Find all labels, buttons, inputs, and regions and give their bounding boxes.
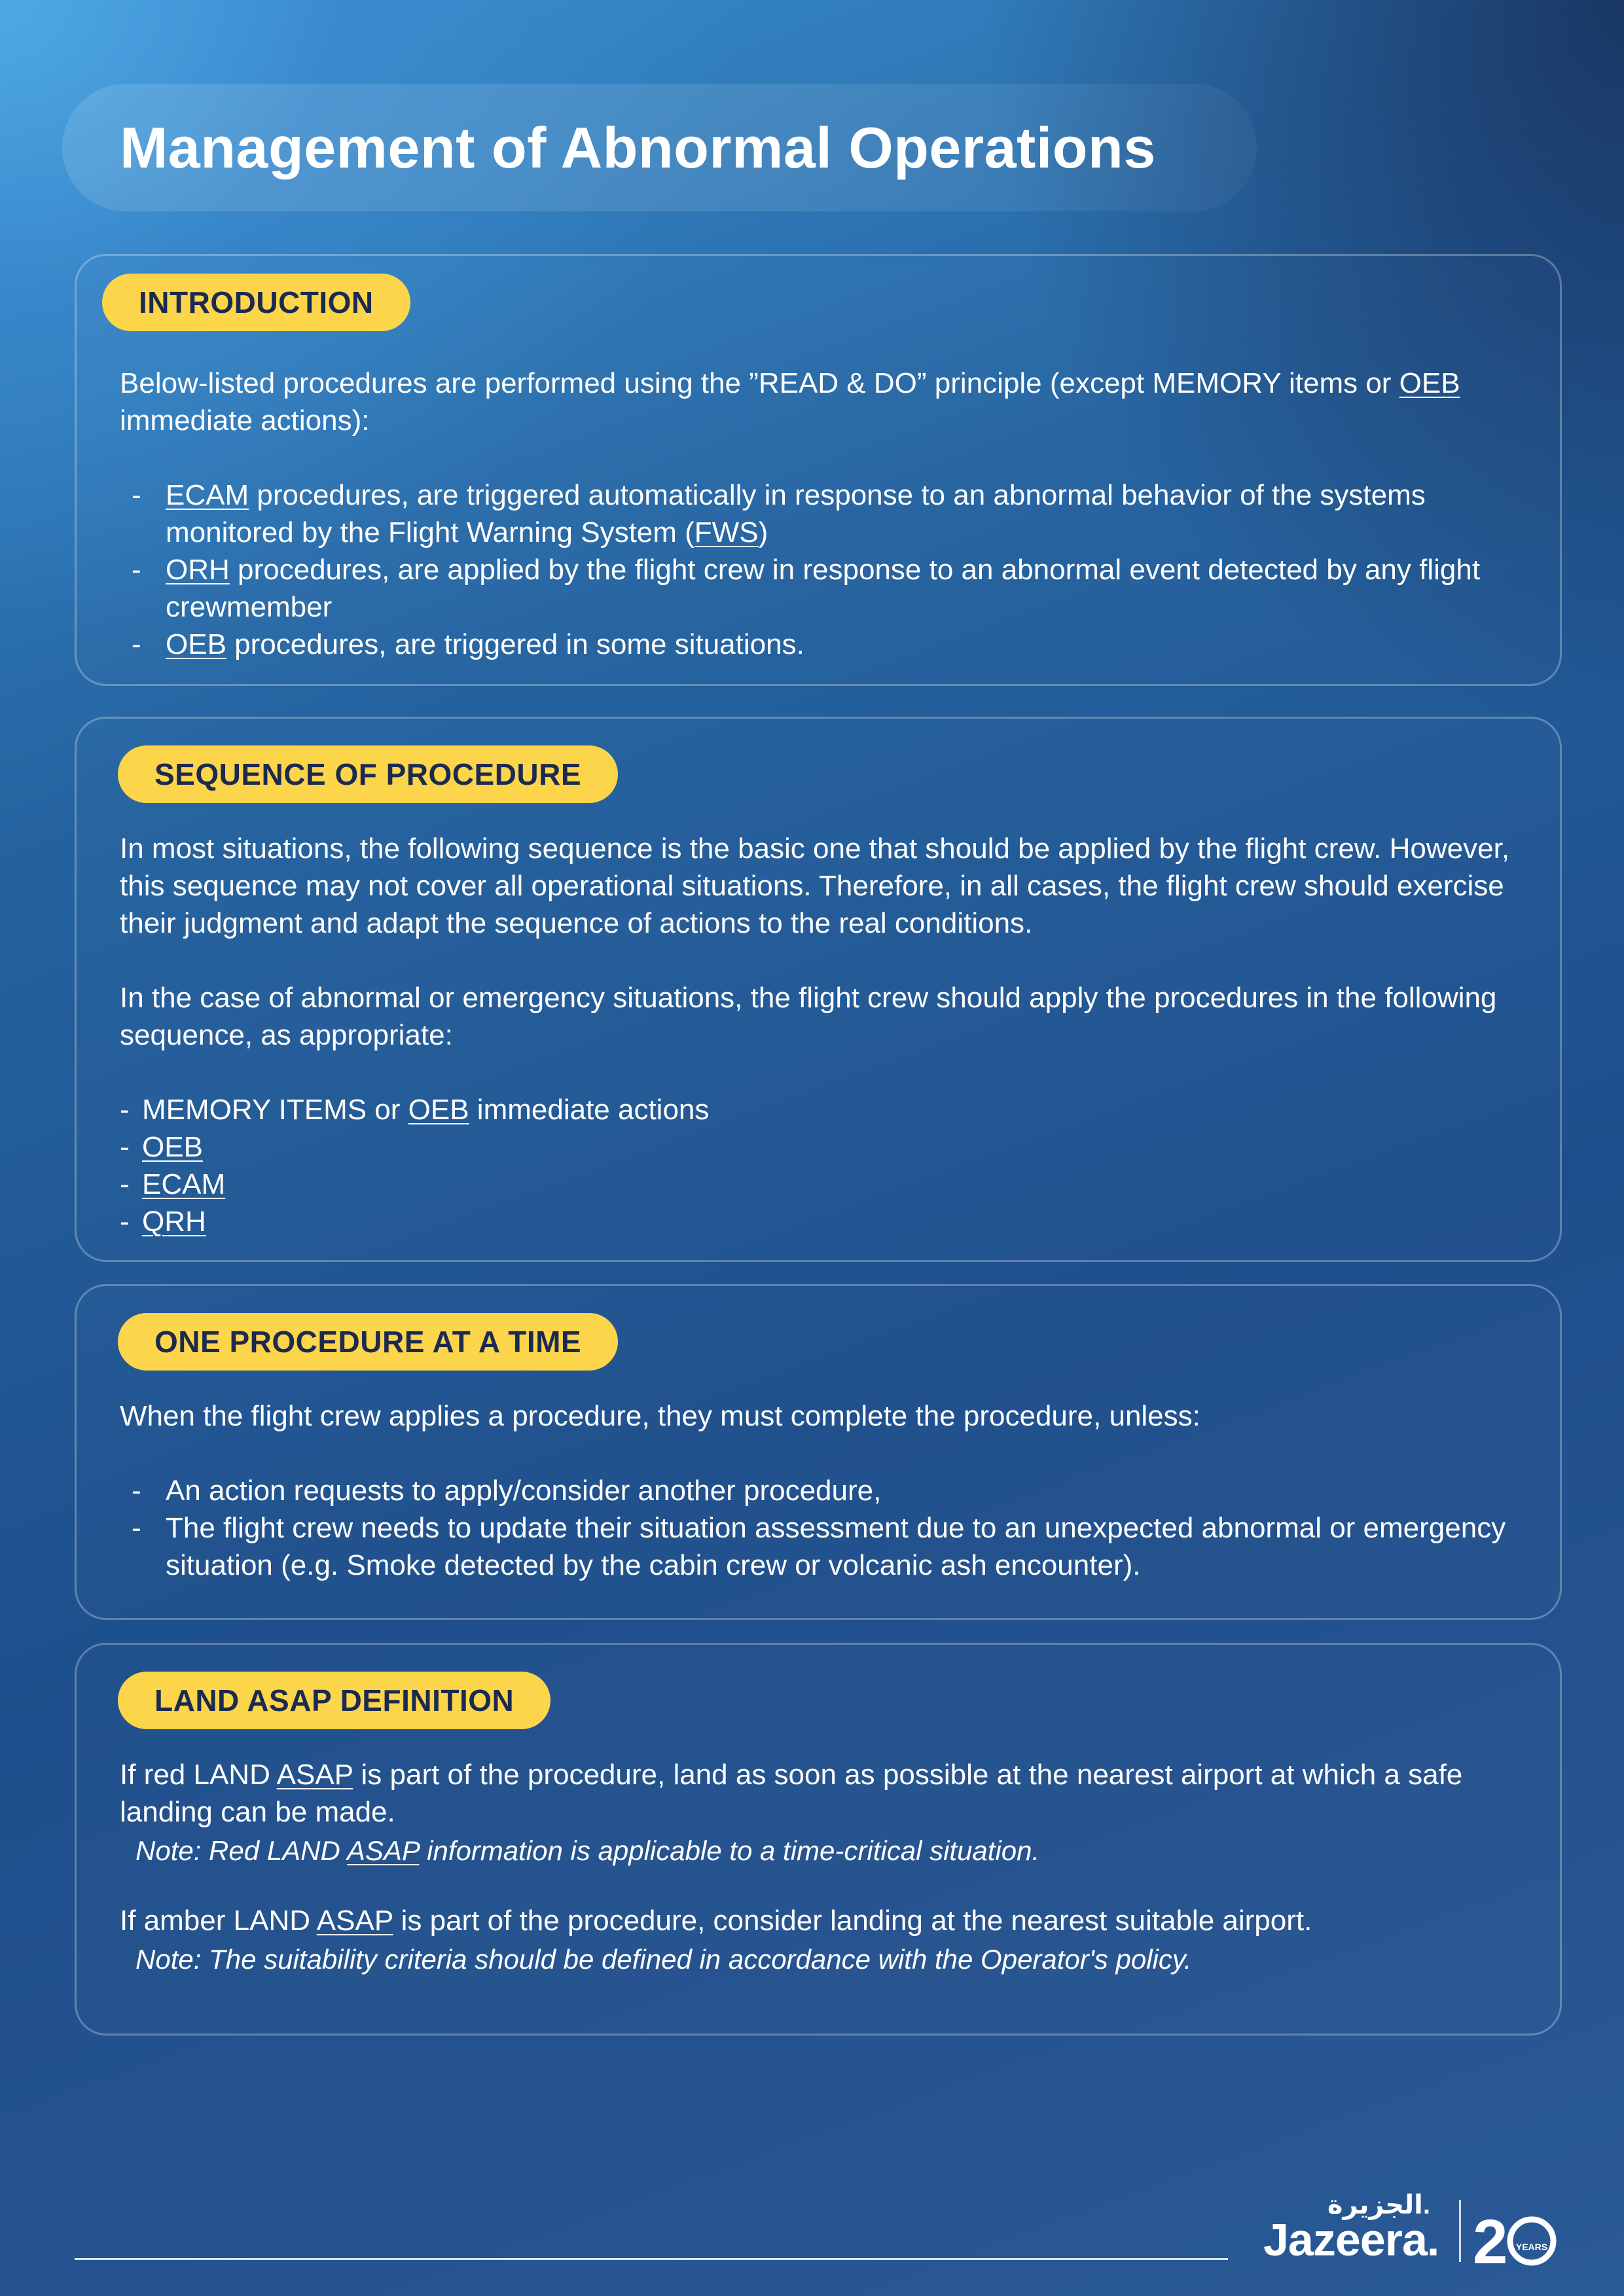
- ecam-abbr[interactable]: ECAM: [166, 479, 249, 511]
- anniversary-mark: [1473, 2200, 1558, 2277]
- list-item: - ECAM procedures, are triggered automatically in response to an abnormal behavior of the systems monitored by the Flight Warning System (FWS): [132, 479, 1426, 548]
- red-land-asap-note: Note: Red LAND ASAP information is applicable to a time-critical situation.: [135, 1835, 1040, 1866]
- asap-abbr[interactable]: ASAP: [346, 1835, 420, 1866]
- introduction-body: [120, 365, 1534, 663]
- introduction-paragraph: Below-listed procedures are performed using the ”READ & DO” principle (except MEMORY items or OEB immediate actions):: [120, 367, 1460, 437]
- jazeera-logo: [1263, 2191, 1564, 2277]
- list-item: - The flight crew needs to update their situation assessment due to an unexpected abnormal or emergency situation (e.g. Smoke detected by the cabin crew or volcanic ash encounter).: [132, 1512, 1506, 1581]
- brand-wordmark: [1263, 2191, 1450, 2266]
- asap-abbr[interactable]: ASAP: [276, 1759, 353, 1791]
- anniversary-ring-icon: [1473, 2207, 1558, 2277]
- logo-arabic: الجزيرة.: [1327, 2191, 1430, 2219]
- list-item: - QRH: [120, 1206, 206, 1238]
- one-procedure-body: [120, 1397, 1534, 1584]
- fws-abbr[interactable]: FWS: [694, 516, 759, 548]
- sequence-paragraph-2: In the case of abnormal or emergency situations, the flight crew should apply the procedures in the following sequence, as appropriate:: [120, 982, 1497, 1051]
- list-item: - ECAM: [120, 1168, 226, 1200]
- orh-abbr[interactable]: ORH: [166, 554, 230, 586]
- ecam-abbr[interactable]: ECAM: [142, 1168, 226, 1200]
- footer-divider: [75, 2258, 1228, 2260]
- sequence-paragraph-1: In most situations, the following sequence is the basic one that should be applied by the flight crew. However, this sequence may not cover all operational situations. Therefore, in all cases, the flight crew should exercise their judgment and adapt the sequence of actions to the real conditions.: [120, 833, 1510, 939]
- list-item: - An action requests to apply/consider another procedure,: [132, 1475, 882, 1507]
- oeb-abbr[interactable]: OEB: [408, 1094, 469, 1126]
- land-asap-card: [75, 1643, 1562, 2036]
- svg-text:2: 2: [1473, 2207, 1508, 2277]
- title-banner: [62, 84, 1257, 211]
- page-title: Management of Abnormal Operations: [120, 115, 1156, 180]
- amber-land-asap-paragraph: If amber LAND ASAP is part of the procedure, consider landing at the nearest suitable airport.: [120, 1905, 1312, 1937]
- sequence-body: [120, 830, 1534, 1240]
- introduction-card: [75, 254, 1562, 686]
- oeb-abbr[interactable]: OEB: [142, 1131, 203, 1163]
- list-item: - OEB: [120, 1131, 203, 1163]
- red-land-asap-paragraph: If red LAND ASAP is part of the procedure, land as soon as possible at the nearest airport at which a safe landing can be made.: [120, 1759, 1463, 1828]
- oeb-abbr[interactable]: OEB: [166, 628, 226, 660]
- land-asap-body: [120, 1756, 1534, 1978]
- qrh-abbr[interactable]: QRH: [142, 1206, 206, 1238]
- sequence-card: [75, 717, 1562, 1262]
- anniversary-small-text: YEARS: [1515, 2242, 1548, 2252]
- asap-abbr[interactable]: ASAP: [316, 1905, 393, 1937]
- introduction-badge: INTRODUCTION: [102, 274, 410, 331]
- amber-land-asap-note: Note: The suitability criteria should be defined in accordance with the Operator's policy.: [135, 1944, 1192, 1975]
- one-procedure-badge: ONE PROCEDURE AT A TIME: [118, 1313, 618, 1371]
- logo-latin: Jazeera.: [1263, 2214, 1439, 2265]
- list-item: - OEB procedures, are triggered in some situations.: [132, 628, 804, 660]
- list-item: - ORH procedures, are applied by the flight crew in response to an abnormal event detected by any flight crewmember: [132, 554, 1481, 623]
- sequence-badge: SEQUENCE OF PROCEDURE: [118, 745, 618, 803]
- land-asap-badge: LAND ASAP DEFINITION: [118, 1672, 550, 1729]
- logo-separator: [1459, 2200, 1461, 2262]
- one-procedure-paragraph: When the flight crew applies a procedure, they must complete the procedure, unless:: [120, 1400, 1200, 1432]
- one-procedure-card: [75, 1284, 1562, 1620]
- list-item: - MEMORY ITEMS or OEB immediate actions: [120, 1094, 710, 1126]
- oeb-abbr[interactable]: OEB: [1399, 367, 1460, 399]
